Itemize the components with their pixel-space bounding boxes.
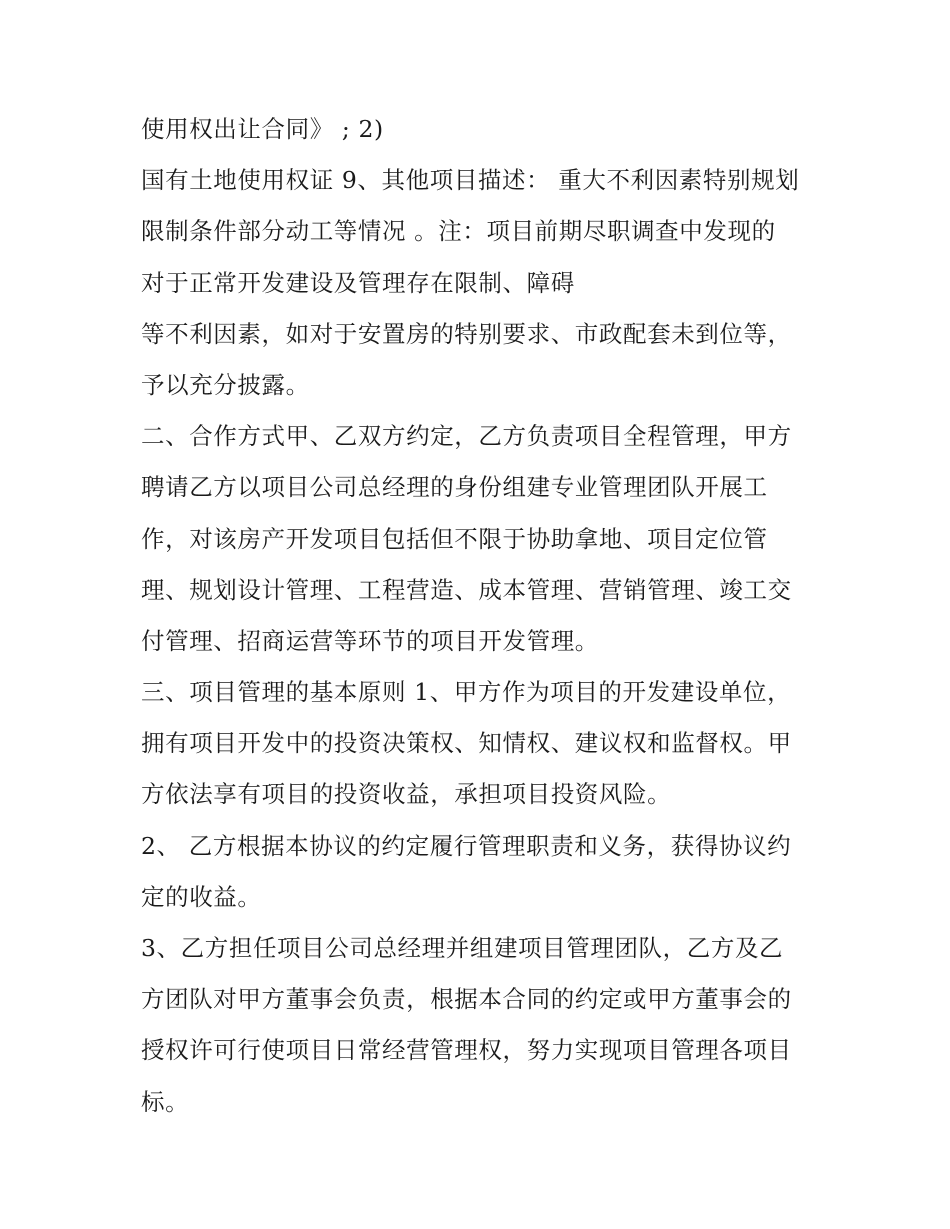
text-line-6: 予以充分披露。 xyxy=(141,370,310,399)
text-line-13: 拥有项目开发中的投资决策权、知情权、建议权和监督权。甲 xyxy=(141,729,792,758)
text-line-11: 付管理、招商运营等环节的项目开发管理。 xyxy=(141,626,599,655)
text-line-18: 方团队对甲方董事会负责，根据本合同的约定或甲方董事会的 xyxy=(141,985,792,1014)
text-line-8: 聘请乙方以项目公司总经理的身份组建专业管理团队开展工 xyxy=(141,473,768,502)
text-line-9: 作，对该房产开发项目包括但不限于协助拿地、项目定位管 xyxy=(141,524,768,553)
document-body xyxy=(141,104,821,1128)
text-line-5: 等不利因素，如对于安置房的特别要求、市政配套未到位等， xyxy=(141,319,792,348)
text-line-15: 2、 乙方根据本协议的约定履行管理职责和义务，获得协议约 xyxy=(141,831,792,860)
text-line-2: 国有土地使用权证 9、其他项目描述： 重大不利因素特别规划 xyxy=(141,166,800,195)
text-line-16: 定的收益。 xyxy=(141,882,262,911)
text-line-14: 方依法享有项目的投资收益，承担项目投资风险。 xyxy=(141,780,672,809)
text-line-20: 标。 xyxy=(141,1087,190,1116)
text-line-19: 授权许可行使项目日常经营管理权，努力实现项目管理各项目 xyxy=(141,1036,792,1065)
text-line-4: 对于正常开发建设及管理存在限制、障碍 xyxy=(141,268,575,297)
text-line-17: 3、乙方担任项目公司总经理并组建项目管理团队，乙方及乙 xyxy=(141,934,784,962)
text-line-3: 限制条件部分动工等情况 。注：项目前期尽职调查中发现的 xyxy=(141,217,776,246)
text-line-10: 理、规划设计管理、工程营造、成本管理、营销管理、竣工交 xyxy=(141,575,792,604)
text-line-1: 使用权出让合同》 ; 2) xyxy=(141,115,384,143)
text-line-12: 三、项目管理的基本原则 1、甲方作为项目的开发建设单位， xyxy=(141,678,792,707)
text-line-7: 二、合作方式甲、乙双方约定，乙方负责项目全程管理，甲方 xyxy=(141,422,792,451)
